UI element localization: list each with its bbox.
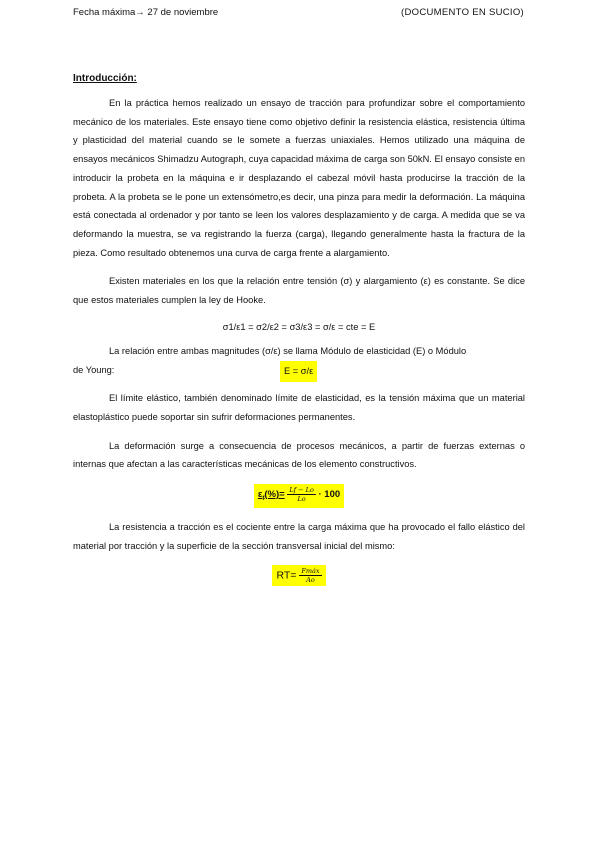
paragraph-deformation: La deformación surge a consecuencia de procesos mecánicos, a partir de fuerzas externas o internas que afectan a las características mecánicas de los elemento constructivos. — [73, 440, 525, 470]
strain-fraction: $\frac{Lf - Lo}{Lo}$ — [289, 485, 314, 503]
paragraph-young-modulus: La relación entre ambas magnitudes (σ/ε) se llama Módulo de elasticidad (E) o Módulo — [109, 346, 467, 357]
section-title: Introducción: — [73, 73, 137, 84]
hooke-equation: σ1/ε1 = σ2/ε2 = σ3/ε3 = σ/ε = cte = E — [222, 321, 376, 332]
paragraph-tensile-strength: La resistencia a tracción es el cociente entre la carga máxima que ha provocado el fallo elástico del material por tracción y la superficie de la sección transversal inicial del mismo: — [73, 521, 525, 551]
deadline-note: Fecha máxima→ 27 de noviembre — [73, 7, 219, 18]
strain-formula: $\varepsilon_f(\%)=$ $\frac{Lf - Lo}{Lo}$ · 100 — [254, 484, 344, 508]
paragraph-elastic-limit: El límite elástico, también denominado límite de elasticidad, es la tensión máxima que un material elastoplástico puede soportar sin sufrir deformaciones permanentes. — [73, 393, 525, 422]
rt-formula: RT= $\frac{\text{Fmáx}}{Ao}$ — [272, 565, 325, 586]
page-header — [73, 6, 524, 20]
paragraph-hooke: Existen materiales en los que la relación entre tensión (σ) y alargamiento (ε) es constante. Se dice que estos materiales cumplen la ley de Hooke. — [73, 276, 525, 306]
strain-formula-wrap — [73, 484, 525, 508]
young-label: de Young: — [73, 365, 115, 376]
rt-fraction: $\frac{\text{Fmáx}}{Ao}$ — [301, 567, 320, 585]
paragraph-introduction: En la práctica hemos realizado un ensayo de tracción para profundizar sobre el comportamiento mecánico de los materiales. Este ensayo tiene como objetivo definir la resistencia elástica, resistencia última y plasticidad del material cuando se le somete a fuerzas uniaxiales. Hemos utilizado una máquina de ensayos mecánicos Shimadzu Autograph, cuya capacidad máxima de carga son 50kN. El ensayo consiste en introducir la probeta en la máquina e ir desplazando el cabezal móvil hasta producirse la tracción de la probeta. A la probeta se le pone un extensómetro,es decir, una pinza para medir la deformación. La máquina está conectada al ordenador y por tanto se leen los valores desplazamiento y de carga. A medida que se va deformando la muestra, se va registrando la fuerza (carga), llegando generalmente hasta la fractura de la pieza. Como resultado obtenemos una curva de carga frente a alargamiento. — [73, 98, 525, 258]
young-formula: E = σ/ε — [280, 361, 317, 382]
document-body — [73, 70, 525, 596]
rt-formula-wrap — [73, 565, 525, 586]
young-modulus-row — [73, 361, 525, 379]
draft-status-note: (DOCUMENTO EN SUCIO) — [401, 7, 524, 18]
